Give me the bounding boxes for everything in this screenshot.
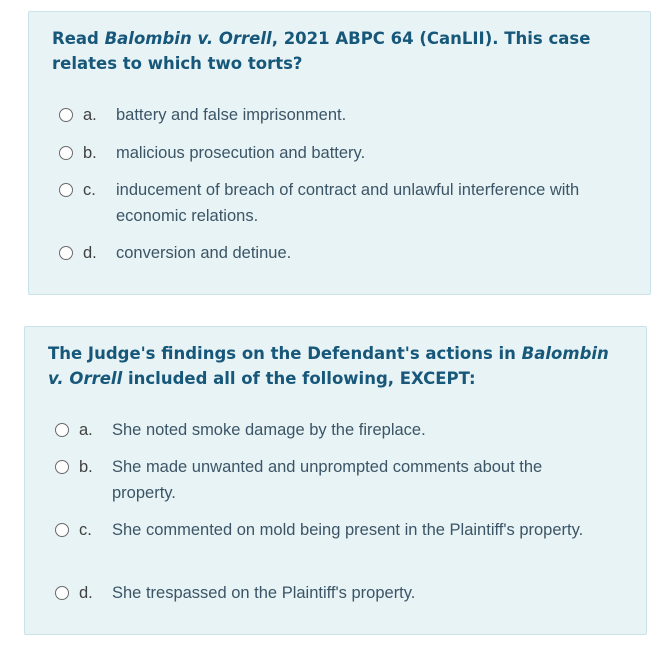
answer-letter: b. [79,458,93,476]
question-card-1 [28,11,651,295]
answer-option-c[interactable] [55,518,625,570]
answer-text: malicious prosecution and battery. [116,144,366,162]
answer-text: She commented on mold being present in the Plaintiff's property. [112,521,584,539]
answer-option-d[interactable] [55,581,625,607]
answer-text: inducement of breach of contract and unlawful interference with economic relations. [116,181,580,225]
answer-letter: c. [79,521,92,539]
question-text [48,341,618,391]
answer-option-c[interactable] [59,178,629,230]
answer-option-a[interactable] [59,103,629,129]
question-prefix: The Judge's findings on the Defendant's actions in [48,344,522,363]
question-prefix: Read [52,29,105,48]
question-text [52,26,622,76]
answer-option-b[interactable] [59,141,629,167]
radio-button-c[interactable] [55,523,69,537]
answer-option-b[interactable] [55,455,625,507]
answer-text: She made unwanted and unprompted comments about the property. [112,458,543,502]
answer-letter: b. [83,144,97,162]
radio-button-c[interactable] [59,183,73,197]
question-card-2 [24,326,647,635]
radio-button-a[interactable] [55,423,69,437]
radio-button-d[interactable] [55,586,69,600]
case-name: Balombin v. Orrell [104,29,272,48]
answer-letter: c. [83,181,96,199]
answer-letter: a. [83,106,97,124]
question-suffix: included all of the following, EXCEPT: [122,369,476,388]
radio-button-d[interactable] [59,246,73,260]
radio-button-b[interactable] [55,460,69,474]
answer-letter: a. [79,421,93,439]
case-name: Balombin v. Orrell [48,344,609,388]
answer-text: She noted smoke damage by the fireplace. [112,421,426,439]
radio-button-b[interactable] [59,146,73,160]
answer-letter: d. [79,584,93,602]
radio-button-a[interactable] [59,108,73,122]
answer-option-d[interactable] [59,241,629,267]
answer-text: She trespassed on the Plaintiff's property. [112,584,416,602]
answer-option-a[interactable] [55,418,625,444]
question-suffix: , 2021 ABPC 64 (CanLII). This case relates to which two torts? [52,29,591,73]
answer-text: battery and false imprisonment. [116,106,347,124]
answer-letter: d. [83,244,97,262]
answer-text: conversion and detinue. [116,244,292,262]
